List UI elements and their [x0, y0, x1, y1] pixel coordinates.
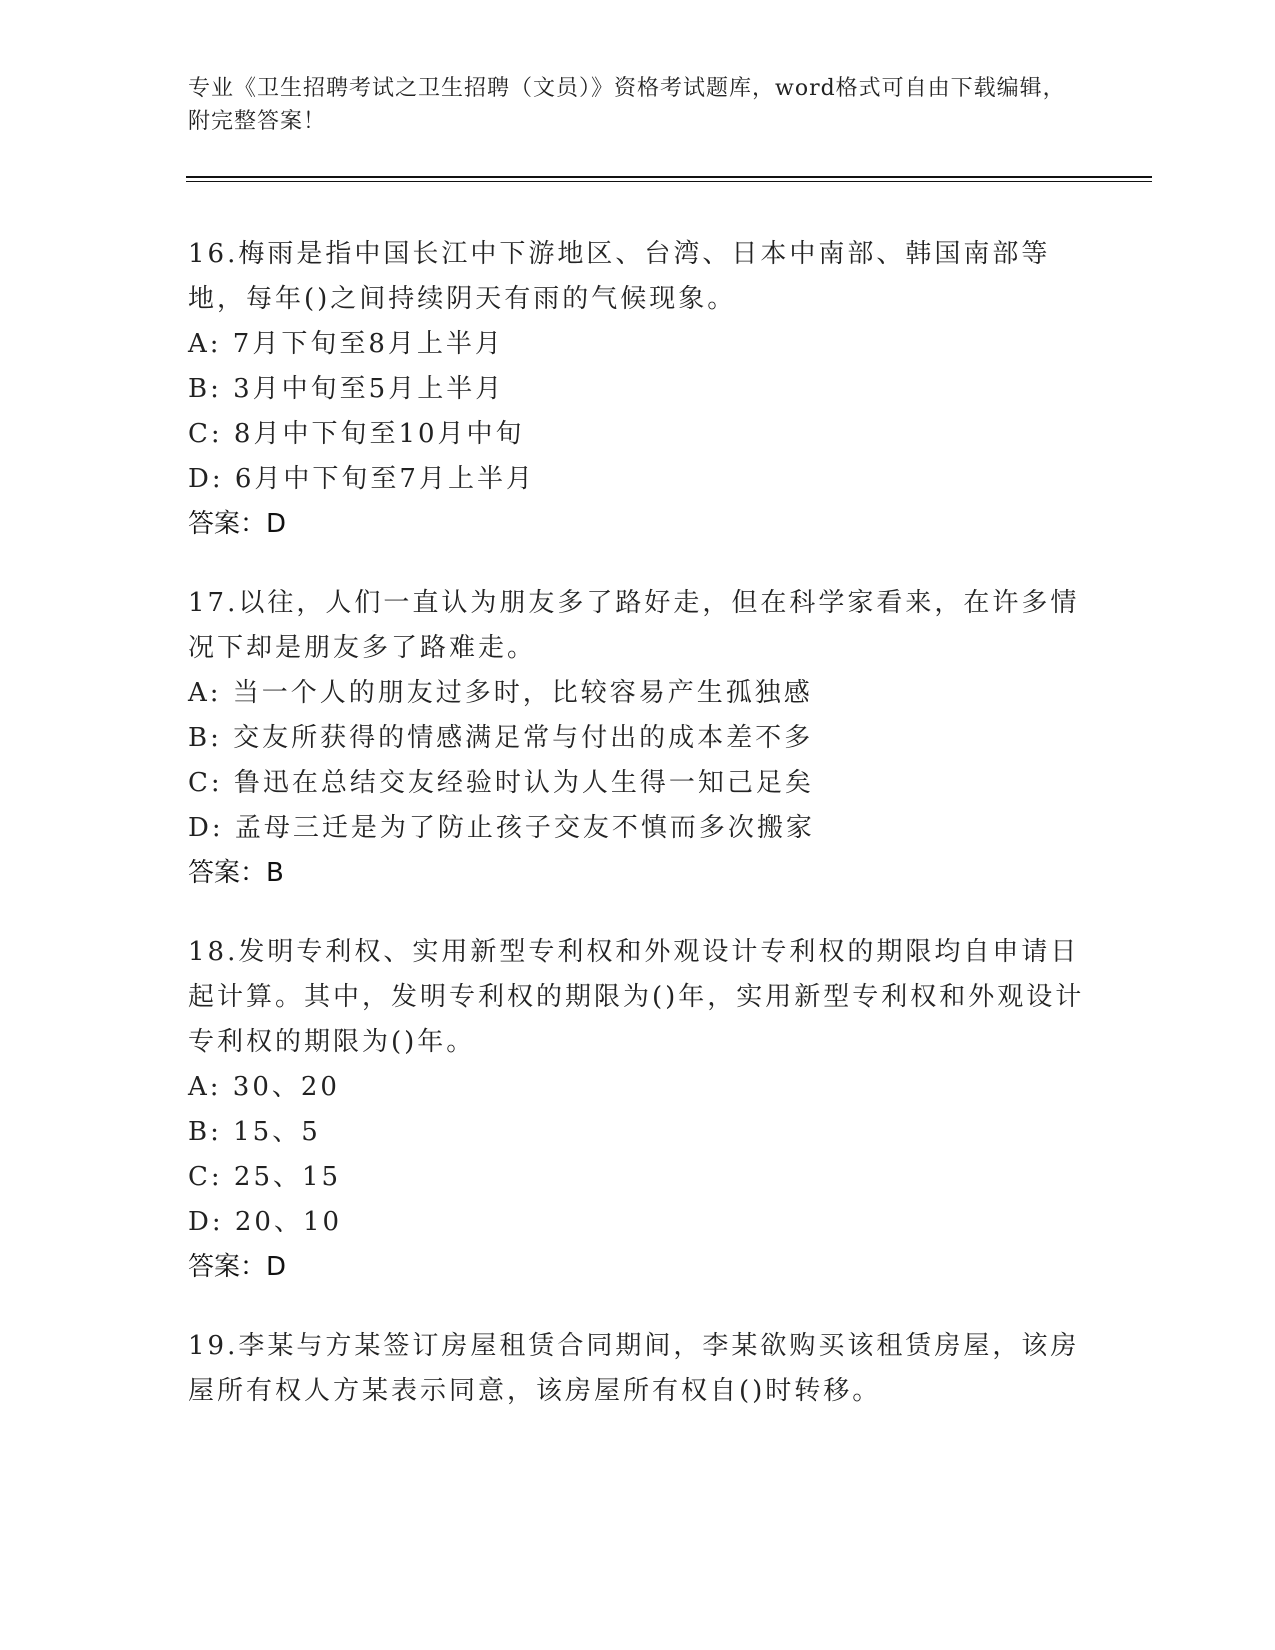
question-17: [188, 581, 1088, 896]
question-16: [188, 232, 1088, 547]
document-header: 专业《卫生招聘考试之卫生招聘（文员）》资格考试题库，word格式可自由下载编辑，附完整答案！: [188, 76, 1066, 134]
option-c: C: 鲁迅在总结交友经验时认为人生得一知己足矣: [188, 768, 814, 798]
header-divider-thin: [186, 181, 1152, 182]
header-divider-thick: [186, 176, 1152, 178]
answer-label: 答案：D: [188, 509, 287, 539]
answer-label: 答案：B: [188, 858, 284, 888]
question-list: [188, 232, 1088, 1448]
option-c: C: 8月中下旬至10月中旬: [188, 419, 525, 449]
question-18: [188, 930, 1088, 1290]
question-19: [188, 1324, 1088, 1414]
option-b: B: 交友所获得的情感满足常与付出的成本差不多: [188, 723, 814, 753]
question-stem: 16.梅雨是指中国长江中下游地区、台湾、日本中南部、韩国南部等地，每年()之间持续阴天有雨的气候现象。: [188, 239, 1051, 314]
option-b: B: 3月中旬至5月上半月: [188, 374, 505, 404]
question-stem: 19.李某与方某签订房屋租赁合同期间，李某欲购买该租赁房屋，该房屋所有权人方某表示同意，该房屋所有权自()时转移。: [188, 1331, 1080, 1406]
question-stem: 17.以往，人们一直认为朋友多了路好走，但在科学家看来，在许多情况下却是朋友多了路难走。: [188, 588, 1080, 663]
option-a: A: 当一个人的朋友过多时，比较容易产生孤独感: [188, 678, 813, 708]
option-d: D: 孟母三迁是为了防止孩子交友不慎而多次搬家: [188, 813, 815, 843]
option-a: A: 7月下旬至8月上半月: [188, 329, 504, 359]
question-stem: 18.发明专利权、实用新型专利权和外观设计专利权的期限均自申请日起计算。其中，发明专利权的期限为()年，实用新型专利权和外观设计专利权的期限为()年。: [188, 937, 1085, 1057]
option-d: D: 20、10: [188, 1207, 343, 1237]
option-d: D: 6月中下旬至7月上半月: [188, 464, 535, 494]
answer-label: 答案：D: [188, 1252, 287, 1282]
option-b: B: 15、5: [188, 1117, 321, 1147]
option-a: A: 30、20: [188, 1072, 340, 1102]
option-c: C: 25、15: [188, 1162, 342, 1192]
